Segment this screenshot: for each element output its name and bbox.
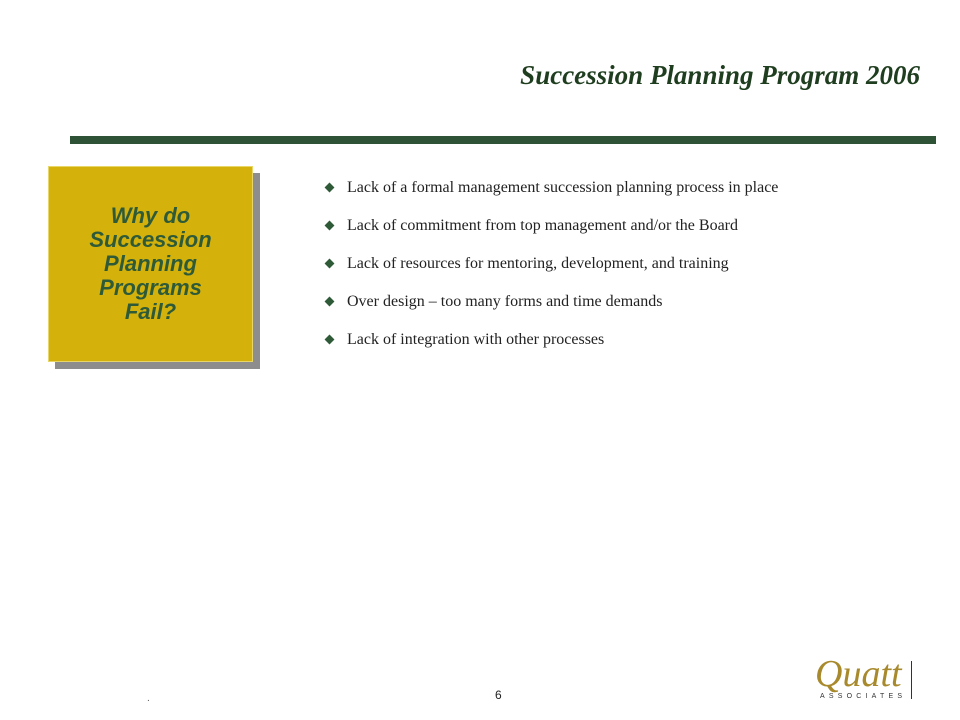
- bullet-item: [323, 330, 778, 349]
- diamond-bullet-icon: [325, 297, 335, 307]
- bullet-text: Lack of a formal management succession planning process in place: [347, 178, 779, 196]
- bullet-text: Lack of commitment from top management and/or the Board: [347, 216, 738, 234]
- callout-text: Why do Succession Planning Programs Fail?: [89, 203, 212, 324]
- bullet-list: [323, 178, 778, 368]
- diamond-bullet-icon: [325, 335, 335, 345]
- logo-subtitle: ASSOCIATES: [820, 693, 907, 700]
- diamond-bullet-icon: [325, 259, 335, 269]
- bullet-item: [323, 178, 778, 197]
- page-number: 6: [495, 688, 502, 702]
- bullet-item: [323, 292, 778, 311]
- diamond-bullet-icon: [325, 221, 335, 231]
- callout-box: [48, 166, 253, 362]
- slide-title: Succession Planning Program 2006: [520, 60, 920, 90]
- title-rule: [70, 136, 936, 144]
- logo-divider: [911, 661, 912, 699]
- bullet-item: [323, 216, 778, 235]
- bullet-text: Lack of resources for mentoring, development, and training: [347, 254, 729, 272]
- logo-wordmark: Quatt: [815, 653, 902, 695]
- diamond-bullet-icon: [325, 183, 335, 193]
- company-logo: [815, 655, 915, 699]
- footer-mark: .: [147, 693, 150, 704]
- bullet-item: [323, 254, 778, 273]
- bullet-text: Over design – too many forms and time demands: [347, 292, 663, 310]
- bullet-text: Lack of integration with other processes: [347, 330, 605, 348]
